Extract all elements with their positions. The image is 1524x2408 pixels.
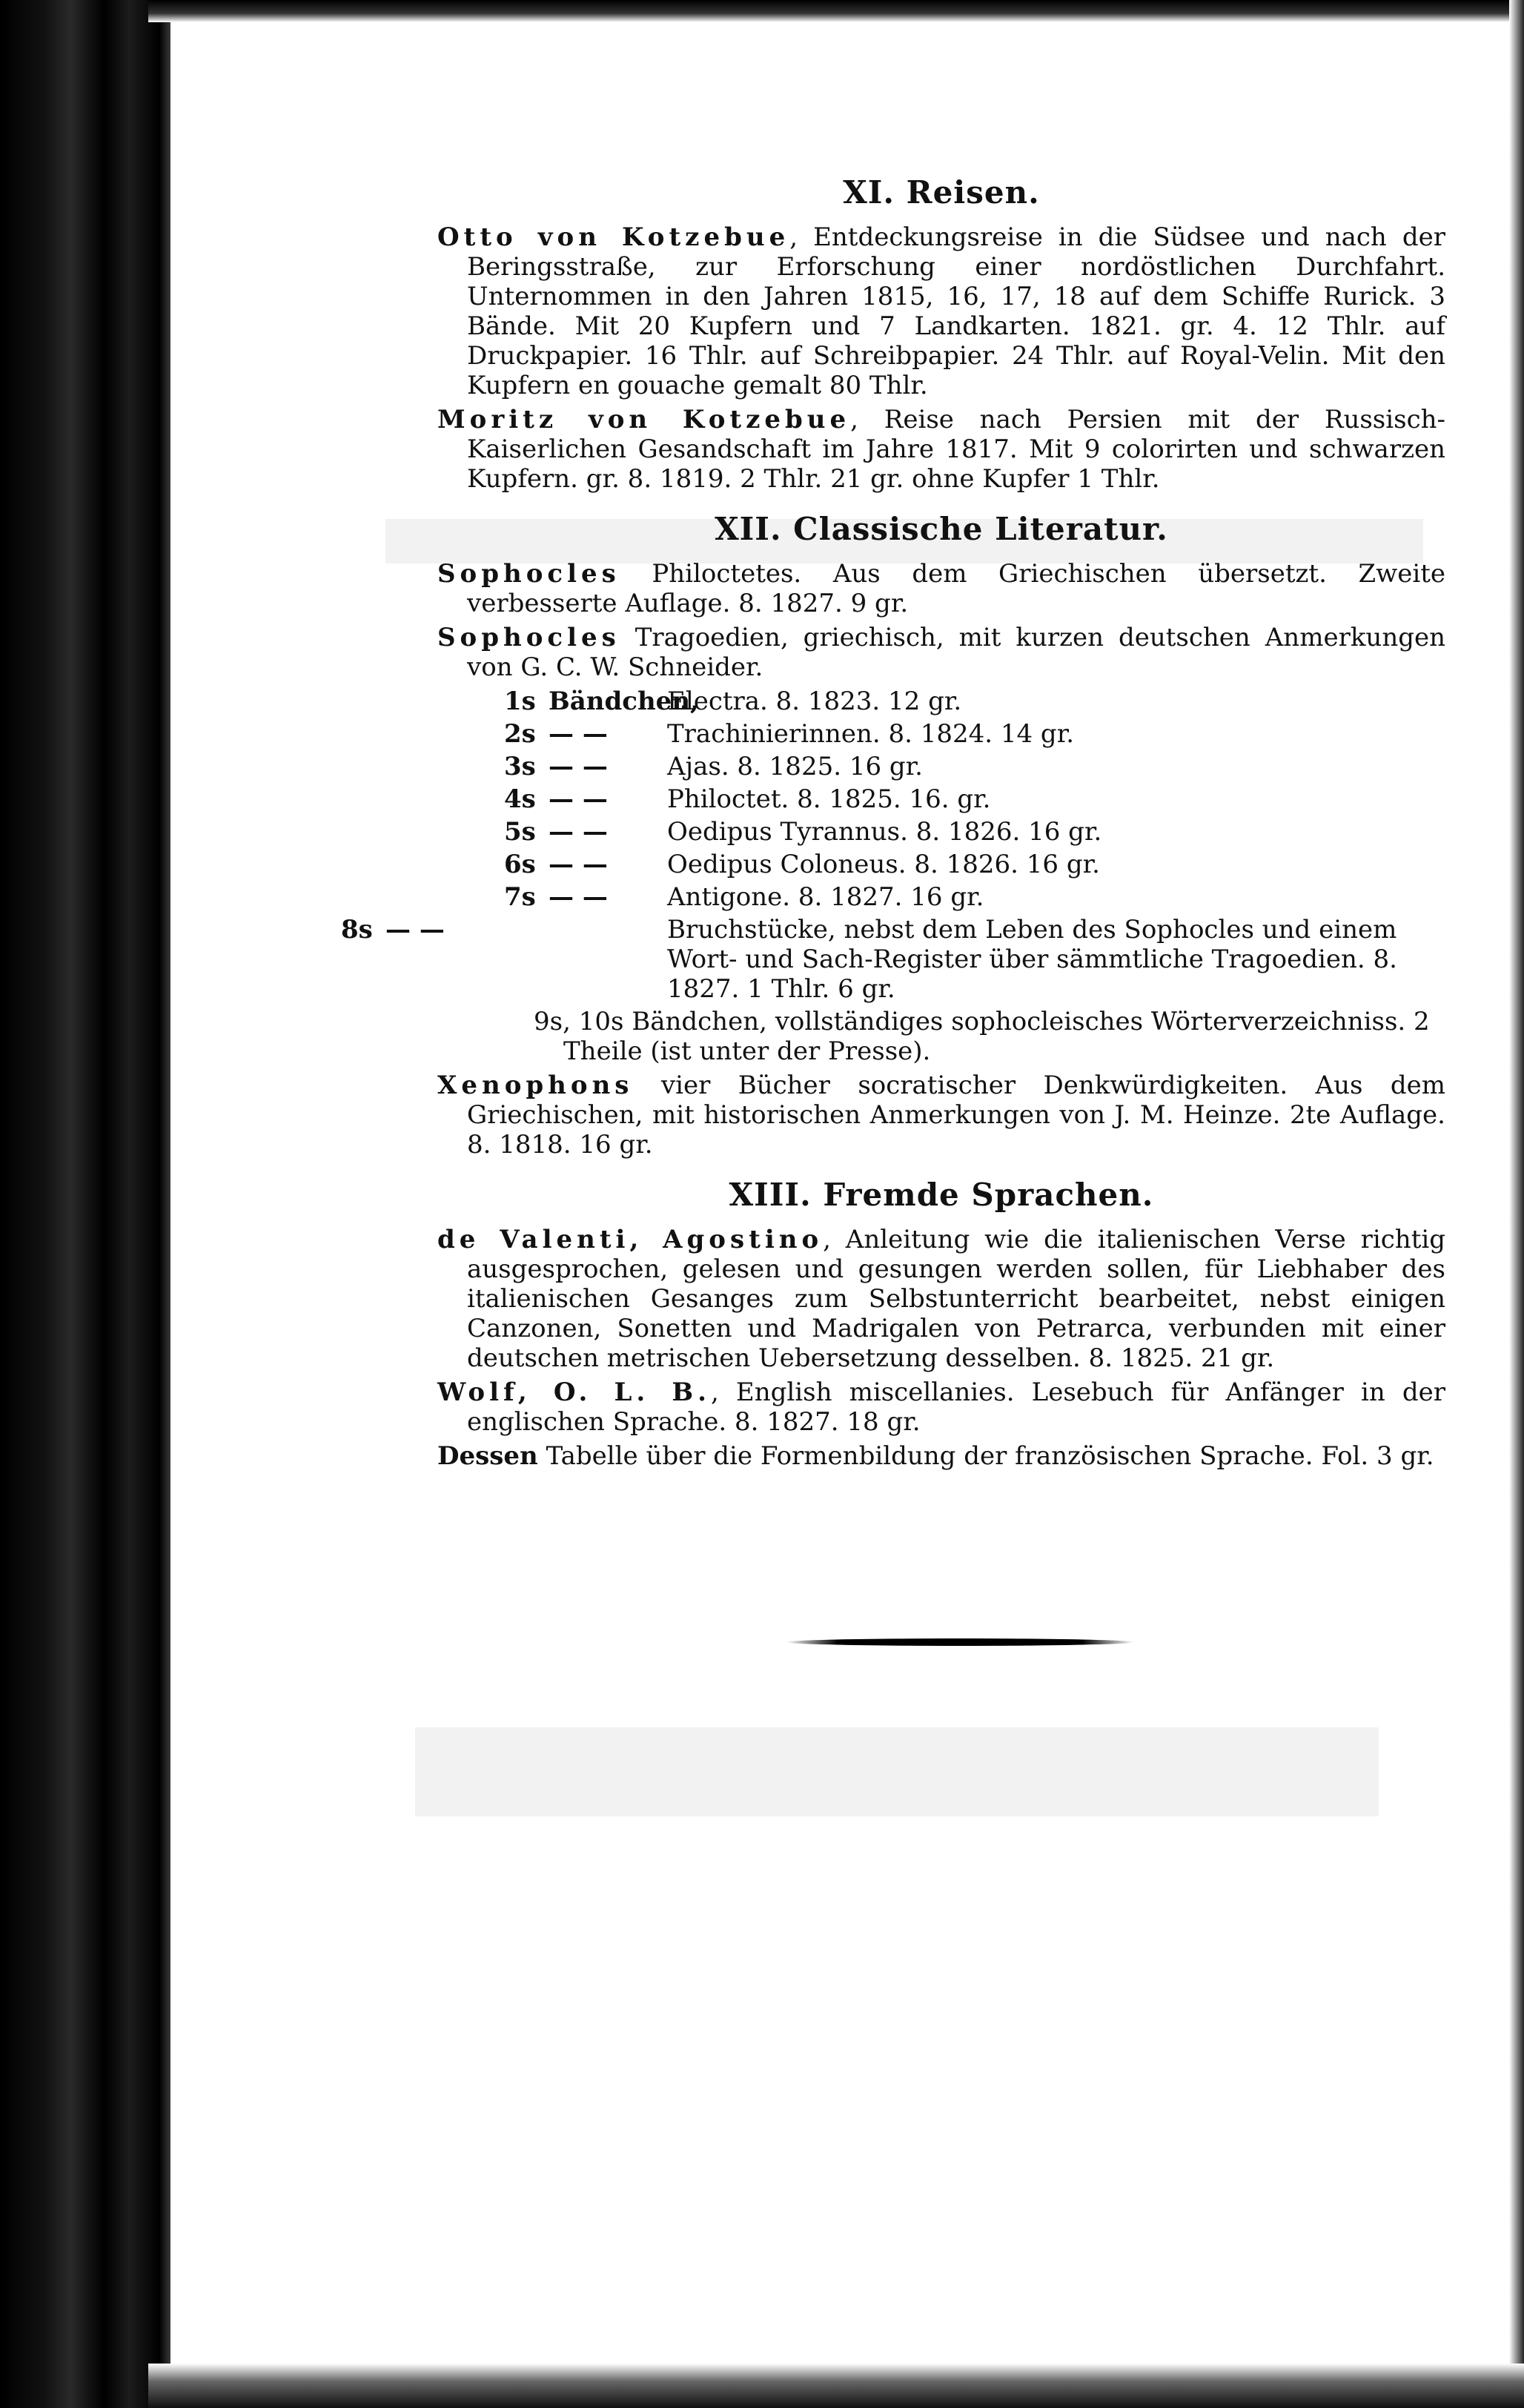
volume-item bbox=[437, 882, 1445, 912]
volume-item bbox=[437, 719, 1445, 749]
entry-text: Philoctetes. Aus dem Griechischen übersetzt. Zweite verbesserte Auflage. 8. 1827. 9 gr. bbox=[467, 559, 1445, 618]
volume-item bbox=[437, 784, 1445, 814]
catalog-entry bbox=[437, 405, 1445, 494]
volume-title: Trachinierinnen. 8. 1824. 14 gr. bbox=[667, 719, 1075, 749]
right-page-edge bbox=[1509, 0, 1524, 2408]
section-heading-reisen: XI. Reisen. bbox=[843, 174, 1040, 211]
bottom-page-edge bbox=[148, 2364, 1524, 2408]
entry-author: Otto von Kotzebue bbox=[437, 222, 790, 252]
volume-title: Electra. 8. 1823. 12 gr. bbox=[667, 687, 962, 716]
entry-text: , English miscellanies. Lesebuch für Anfänger in der englischen Sprache. 8. 1827. 18 gr. bbox=[467, 1377, 1445, 1437]
volume-item bbox=[437, 752, 1445, 781]
entry-author: de Valenti, Agostino bbox=[437, 1225, 824, 1254]
volume-item bbox=[437, 687, 1445, 716]
volume-dash: — — bbox=[549, 817, 608, 847]
volume-dash: — — bbox=[549, 752, 608, 781]
catalog-entry bbox=[437, 1377, 1445, 1437]
volume-dash: Bändchen, bbox=[549, 687, 699, 716]
catalog-page bbox=[341, 174, 1445, 1475]
volume-item bbox=[341, 915, 1445, 1004]
volume-dash: — — bbox=[549, 719, 608, 749]
book-spine-shadow bbox=[0, 0, 170, 2408]
volume-title: Oedipus Coloneus. 8. 1826. 16 gr. bbox=[667, 850, 1100, 879]
entry-author: Wolf, O. L. B. bbox=[437, 1377, 711, 1407]
section-heading-fremde-sprachen: XIII. Fremde Sprachen. bbox=[729, 1177, 1154, 1213]
volume-dash: — — bbox=[549, 882, 608, 912]
volume-item bbox=[437, 850, 1445, 879]
volume-title: 9s, 10s Bändchen, vollständiges sophocleisches Wörterverzeichniss. 2 Theile (ist unter der Presse). bbox=[534, 1007, 1430, 1066]
volume-number: 4s bbox=[504, 784, 536, 814]
volume-item bbox=[437, 817, 1445, 847]
volume-number: 3s bbox=[504, 752, 536, 781]
volume-dash: — — bbox=[385, 915, 445, 945]
volume-number: 1s bbox=[504, 687, 536, 716]
volume-title: Antigone. 8. 1827. 16 gr. bbox=[667, 882, 984, 912]
end-rule-divider bbox=[786, 1638, 1134, 1646]
entry-author: Sophocles bbox=[437, 559, 620, 589]
volume-title: Oedipus Tyrannus. 8. 1826. 16 gr. bbox=[667, 817, 1102, 847]
volume-dash: — — bbox=[549, 850, 608, 879]
entry-author: Dessen bbox=[437, 1441, 538, 1471]
volume-number: 5s bbox=[504, 817, 536, 847]
volume-item bbox=[437, 1007, 1445, 1066]
volume-title: Bruchstücke, nebst dem Leben des Sophocles und einem Wort- und Sach-Register über sämmtliche Tragoedien. 8. 1827. 1 Thlr. 6 gr. bbox=[667, 915, 1397, 1004]
catalog-entry bbox=[437, 1071, 1445, 1160]
volume-number: 2s bbox=[504, 719, 536, 749]
volume-number: 8s bbox=[341, 915, 373, 945]
top-page-edge bbox=[148, 0, 1524, 22]
entry-text: Tabelle über die Formenbildung der französischen Sprache. Fol. 3 gr. bbox=[537, 1441, 1434, 1471]
entry-text: Tragoedien, griechisch, mit kurzen deutschen Anmerkungen von G. C. W. Schneider. bbox=[467, 623, 1445, 682]
catalog-entry bbox=[437, 1441, 1445, 1471]
volume-number: 7s bbox=[504, 882, 536, 912]
catalog-entry bbox=[437, 1225, 1445, 1373]
volume-dash: — — bbox=[549, 784, 608, 814]
volume-title: Philoctet. 8. 1825. 16. gr. bbox=[667, 784, 991, 814]
entry-text: , Entdeckungsreise in die Südsee und nach der Beringsstraße, zur Erforschung einer nordöstlichen Durchfahrt. Unternommen in den Jahren 1815, 16, 17, 18 auf dem Schiffe Rurick. 3 Bände. Mit 20 Kupfern und 7 Landkarten. 1821. gr. 4. 12 Thlr. auf Druckpapier. 16 Thlr. auf Schreibpapier. 24 Thlr. auf Royal-Velin. Mit den Kupfern en gouache gemalt 80 Thlr. bbox=[467, 222, 1445, 400]
volume-title: Ajas. 8. 1825. 16 gr. bbox=[667, 752, 923, 781]
catalog-entry bbox=[437, 623, 1445, 682]
entry-author: Xenophons bbox=[437, 1071, 634, 1100]
section-heading-classische-literatur: XII. Classische Literatur. bbox=[715, 511, 1168, 547]
entry-text: , Reise nach Persien mit der Russisch-Kaiserlichen Gesandschaft im Jahre 1817. Mit 9 colorirten und schwarzen Kupfern. gr. 8. 1819. 2 Thlr. 21 gr. ohne Kupfer 1 Thlr. bbox=[467, 405, 1445, 494]
catalog-entry bbox=[437, 222, 1445, 400]
page-stain bbox=[415, 1727, 1379, 1816]
volume-number: 6s bbox=[504, 850, 536, 879]
catalog-entry bbox=[437, 559, 1445, 618]
entry-text: , Anleitung wie die italienischen Verse richtig ausgesprochen, gelesen und gesungen werden sollen, für Liebhaber des italienischen Gesanges zum Selbstunterricht bearbeitet, nebst einigen Canzonen, Sonetten und Madrigalen von Petrarca, verbunden mit einer deutschen metrischen Uebersetzung desselben. 8. 1825. 21 gr. bbox=[467, 1225, 1445, 1373]
entry-text: vier Bücher socratischer Denkwürdigkeiten. Aus dem Griechischen, mit historischen Anmerkungen von J. M. Heinze. 2te Auflage. 8. 1818. 16 gr. bbox=[467, 1071, 1445, 1160]
entry-author: Moritz von Kotzebue bbox=[437, 405, 851, 434]
entry-author: Sophocles bbox=[437, 623, 620, 652]
